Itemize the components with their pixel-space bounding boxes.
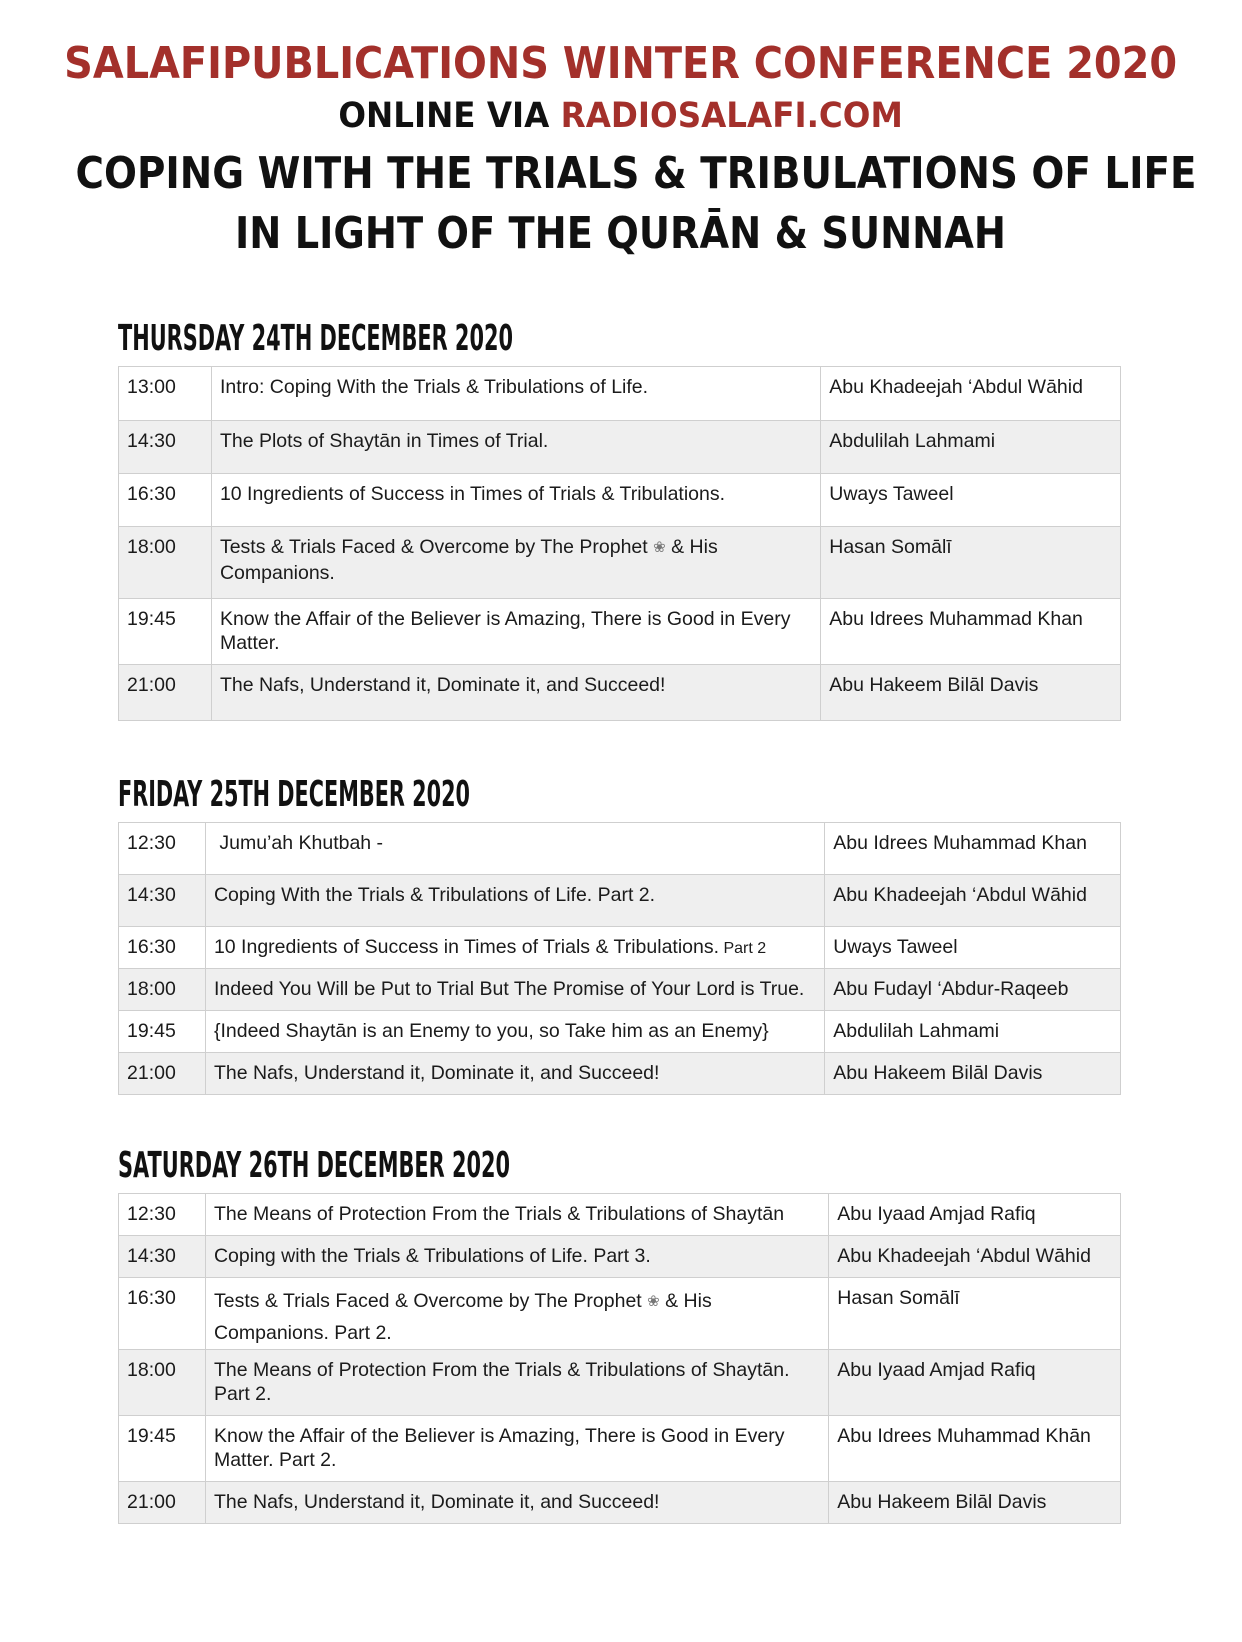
table-row [119, 1194, 1121, 1236]
table-row [119, 665, 1121, 721]
speaker-cell: Abu Iyaad Amjad Rafiq [829, 1350, 1121, 1416]
table-row [119, 823, 1121, 875]
day-heading-thursday: THURSDAY 24TH DECEMBER 2020 [118, 318, 513, 359]
time-cell: 21:00 [119, 1482, 206, 1524]
day-heading-saturday: SATURDAY 26TH DECEMBER 2020 [118, 1145, 510, 1186]
schedule-table-friday [118, 822, 1121, 1095]
theme-line-2: IN LIGHT OF THE QURĀN & SUNNAH [235, 208, 1007, 259]
theme-line-1: COPING WITH THE TRIALS & TRIBULATIONS OF LIFE [75, 148, 1197, 199]
table-row [119, 1278, 1121, 1350]
title-suffix: Part 2 [719, 940, 767, 957]
title-cell: The Means of Protection From the Trials & Tribulations of Shaytān. Part 2. [205, 1350, 828, 1416]
title-main: 10 Ingredients of Success in Times of Trials & Tribulations. [213, 936, 720, 958]
time-cell: 14:30 [119, 1236, 206, 1278]
speaker-cell: Abu Idrees Muhammad Khan [825, 823, 1121, 875]
time-cell: 14:30 [119, 421, 212, 474]
speaker-cell: Abu Khadeejah ‘Abdul Wāhid [825, 875, 1121, 927]
title-cell: Coping With the Trials & Tribulations of Life. Part 2. [205, 875, 824, 927]
title-cell [211, 527, 820, 599]
time-cell: 18:00 [119, 527, 212, 599]
table-row [119, 1482, 1121, 1524]
time-cell: 19:45 [119, 599, 212, 665]
title-cell: The Means of Protection From the Trials & Tribulations of Shaytān [205, 1194, 828, 1236]
title-cell: Indeed You Will be Put to Trial But The Promise of Your Lord is True. [205, 969, 824, 1011]
speaker-cell: Abu Idrees Muhammad Khan [821, 599, 1121, 665]
time-cell: 14:30 [119, 875, 206, 927]
time-cell: 12:30 [119, 1194, 206, 1236]
speaker-cell: Uways Taweel [825, 927, 1121, 969]
table-row [119, 599, 1121, 665]
speaker-cell: Hasan Somālī [829, 1278, 1121, 1350]
online-line [0, 96, 1242, 136]
title-cell: Coping with the Trials & Tribulations of Life. Part 3. [205, 1236, 828, 1278]
title-cell: The Nafs, Understand it, Dominate it, and Succeed! [205, 1053, 824, 1095]
time-cell: 18:00 [119, 1350, 206, 1416]
time-cell: 16:30 [119, 927, 206, 969]
time-cell: 21:00 [119, 665, 212, 721]
time-cell: 16:30 [119, 474, 212, 527]
speaker-cell: Abu Khadeejah ‘Abdul Wāhid [829, 1236, 1121, 1278]
time-cell: 21:00 [119, 1053, 206, 1095]
speaker-cell: Abu Fudayl ‘Abdur-Raqeeb [825, 969, 1121, 1011]
theme-line-1-wrap [0, 148, 1242, 199]
table-row [119, 1011, 1121, 1053]
table-row [119, 875, 1121, 927]
title-cell: The Nafs, Understand it, Dominate it, and Succeed! [211, 665, 820, 721]
table-row [119, 421, 1121, 474]
time-cell: 16:30 [119, 1278, 206, 1350]
table-row [119, 1236, 1121, 1278]
theme-line-2-wrap [0, 208, 1242, 259]
speaker-cell: Abdulilah Lahmami [821, 421, 1121, 474]
title-part-b: & His Companions. Part 2. [213, 1290, 712, 1344]
title-cell: Know the Affair of the Believer is Amazing, There is Good in Every Matter. [211, 599, 820, 665]
table-row [119, 367, 1121, 421]
speaker-cell: Abu Khadeejah ‘Abdul Wāhid [821, 367, 1121, 421]
title-cell: Jumu’ah Khutbah - [205, 823, 824, 875]
table-row [119, 1350, 1121, 1416]
title-cell: {Indeed Shaytān is an Enemy to you, so Take him as an Enemy} [205, 1011, 824, 1053]
speaker-cell: Hasan Somālī [821, 527, 1121, 599]
table-row [119, 1416, 1121, 1482]
table-row [119, 969, 1121, 1011]
table-row [119, 927, 1121, 969]
conference-title: SALAFIPUBLICATIONS WINTER CONFERENCE 2020 [64, 38, 1178, 89]
speaker-cell: Abu Hakeem Bilāl Davis [825, 1053, 1121, 1095]
title-cell [205, 1278, 828, 1350]
title-part-a: Tests & Trials Faced & Overcome by The Prophet [213, 1290, 642, 1312]
time-cell: 13:00 [119, 367, 212, 421]
online-line-text [339, 96, 904, 136]
conference-title-wrap [0, 38, 1242, 89]
title-cell [205, 927, 824, 969]
speaker-cell: Abu Hakeem Bilāl Davis [829, 1482, 1121, 1524]
table-row [119, 1053, 1121, 1095]
speaker-cell: Uways Taweel [821, 474, 1121, 527]
speaker-cell: Abu Hakeem Bilāl Davis [821, 665, 1121, 721]
table-row [119, 527, 1121, 599]
salutation-icon: ❀ [653, 539, 666, 556]
title-cell: The Nafs, Understand it, Dominate it, and Succeed! [205, 1482, 828, 1524]
online-prefix: ONLINE VIA [338, 96, 562, 136]
time-cell: 19:45 [119, 1416, 206, 1482]
title-cell: The Plots of Shaytān in Times of Trial. [211, 421, 820, 474]
online-site-link[interactable]: RADIOSALAFI.COM [561, 96, 904, 136]
time-cell: 18:00 [119, 969, 206, 1011]
title-cell: Know the Affair of the Believer is Amazing, There is Good in Every Matter. Part 2. [205, 1416, 828, 1482]
table-row [119, 474, 1121, 527]
title-cell: Intro: Coping With the Trials & Tribulations of Life. [211, 367, 820, 421]
schedule-table-thursday [118, 366, 1121, 721]
title-part-b: & His Companions. [219, 536, 718, 584]
speaker-cell: Abu Idrees Muhammad Khān [829, 1416, 1121, 1482]
time-cell: 19:45 [119, 1011, 206, 1053]
title-cell: 10 Ingredients of Success in Times of Trials & Tribulations. [211, 474, 820, 527]
speaker-cell: Abu Iyaad Amjad Rafiq [829, 1194, 1121, 1236]
time-cell: 12:30 [119, 823, 206, 875]
day-heading-friday: FRIDAY 25TH DECEMBER 2020 [118, 774, 471, 815]
speaker-cell: Abdulilah Lahmami [825, 1011, 1121, 1053]
title-part-a: Tests & Trials Faced & Overcome by The Prophet [219, 536, 648, 558]
salutation-icon: ❀ [647, 1293, 660, 1310]
schedule-table-saturday [118, 1193, 1121, 1524]
